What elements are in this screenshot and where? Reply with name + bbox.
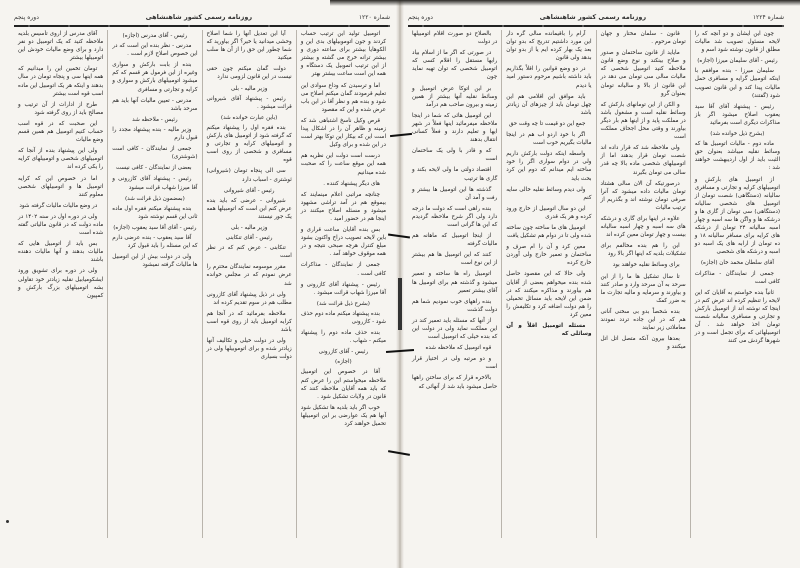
paragraph: اگر با خود اردو اب هم در اینجا مالیات بگیریم خوب است	[506, 132, 592, 147]
paragraph: چنانچه مراتبی اعلام مینمایند که بیموقع هم در آمد تراشی مشهود میشود و مسئله اصلاح میکنند در اینجا هم در حضور امید .	[300, 191, 386, 222]
left-column-1	[296, 30, 390, 538]
paragraph: رئیس - پیشنهاد آقای کازرونی و آقا میرزا شهاب قرائت میشود	[112, 176, 198, 191]
left-page-issue-number: شماره ۱۲۲۰	[358, 13, 390, 21]
speaker-heading: رئیس - آقای شیروانی	[223, 187, 275, 194]
speaker-heading: آقای سلطان محمد خان (اجازه)	[700, 260, 774, 267]
left-column-2	[202, 30, 296, 538]
ink-speck	[6, 520, 9, 523]
right-page	[400, 0, 800, 568]
paragraph: بنده حذف ماده دوم را پیشنهاد میکنم - شهاب .	[300, 330, 386, 345]
paragraph: مقرر موسومه نمایندگان محترم را عرض نمودم که در مجلس خوانده شد	[206, 264, 292, 287]
paragraph: ولی حالا که این مقصود حاصل شده بنده میخواهم بعضی از آقایان هم بیاورند و مذاکره میکنند که در ضمن این لایحه باید مسائل تحمیلی را هم دولت اضافه کرد و تکلیفش را معین کرد	[506, 271, 592, 318]
paragraph: مدرس - تعیین مالیات آنها باید هم سرحد باشد	[112, 97, 198, 112]
right-page-issue-number: شماره ۱۲۲۴	[752, 13, 784, 21]
paragraph: های دیگر پیشنهاد کننده .	[323, 180, 380, 187]
right-column-1	[690, 30, 784, 538]
paragraph: این دو سال اتومبیل از خارج ورود کرده و هر یک قدری	[506, 205, 592, 220]
paragraph: ولی در ذیل پیشنهاد آقای کازرونی مطلب هم در سوم تقدیم کرده اند	[206, 291, 292, 306]
paragraph: بعضی از نمایندگان - کافی نیست	[115, 165, 192, 172]
paragraph: ولی در دوره برای تشویق ورود ایشکومیابیل نقلیه زیادتر خود تقاولی بشه اتومبیلهای بزرگ بارکش و کمپیون	[18, 268, 104, 299]
paragraph: مایاید از قانون ساختمان و صدور و صلاح بینکند و نوع وضع قانون ملاحظه کنید اتومبیل شخصی که مالیات سالی سی تومان می دهد در این قانون از بالا و سالیانه تومان بعنوان گرو	[600, 50, 686, 97]
speaker-heading: رئیس - آقای سلیمان میرزا (اجازه)	[697, 58, 778, 65]
paragraph: تومان تخمین این را میدانیم که همه اینها سی و پنجاه تومان در سال بدهند و اینکه هر یک اتومبیل این ماده اسب قوه است بیشتر	[18, 66, 104, 97]
paragraph: علاوه در اینها برای گاری و درشکه های سه اسبه و چهار اسبه سالیانه بیست و چهار تومان معین کرده اند	[600, 215, 686, 239]
paragraph: جمعی از نمایندگان - مذاکرات کافی است	[694, 270, 780, 285]
paragraph: ولی ملاحظه شد که قرار داده اند شصت تومان قرار بدهند اما از اتومبیلهای شخصی ماده بالا چه قدر سالی می تومان بگیرند	[600, 145, 686, 176]
paragraph: بنده از بابت بارکش و سواری وغیره از این فرمول هر قسم که کم میشود اتومبیلهای بارکش و سواری و کرایه و تجارتی و مسافری	[112, 62, 198, 93]
paragraph: مسئله اتومبیل اقلاً و آن وسائلی که	[506, 323, 592, 338]
paragraph: ولی دیدم وسائط نقلیه خالی سایه کنم	[506, 186, 592, 201]
left-column-3	[107, 30, 201, 538]
paragraph: جمعی از نمایندگان - کافی است (شوشتری)	[112, 146, 198, 161]
paragraph: ولی در دوره اول در سنه ۱۴۰۲ در ماده دولت که در قانون مالیاتی گفته شده است	[18, 213, 104, 237]
right-header-rule	[408, 25, 784, 27]
paragraph: بس بنده آقایان ساعت قراری و باین لایحه تصویب دراخ واکنون بشود مبلغ کنترل هرچه صبحی نتیجه و در همه موقوف خواهد آمد .	[300, 227, 386, 258]
paragraph: درست است دولت این نظریه هم همه این موقع ساعت را که صحبت شده میدانیم	[300, 153, 386, 176]
paragraph: رئیس - پیشنهاد آقای کازرونی و آقا میرزا شهاب قرائت میشود .	[300, 281, 386, 296]
paragraph: از اتومبیل های بارکش و اتومبیلهای کرایه و تجارتی و مسافری سالیانه (دستگاهی) شصت تومان از اتومبیل های شخصی سالیانه (دستگاهی) سی تومان از گاری ها و درشکه ها و واگن ها سه اسبه و چهار اسبه سالیانه ۲۴ تومان از درشکه های کرایه برای مسافر سالیانه ۱۸ و ده تومان از ارابه های یک اسبه دو اسبه و درشکه های شخصی	[694, 176, 780, 256]
paragraph: بنده شخصاً بدو بی سخنی آنانی هم که در این جاده تردد نمودند معاملاتی زیر نمایند	[600, 308, 686, 332]
paragraph: ماده دوم - مالیات اتومبیل ها که وسائط نقلیه میباشد بعنوان حق الثبت باید از اول اردیبهشت خواهند شد :	[694, 141, 780, 172]
speaker-heading: رئیس - آقای آقا سید یعقوب (اجازه)	[113, 224, 197, 231]
paragraph: در دو وضع قوانین را اقلاً بگذاریم باید داشته باشیم مرحوم دستور امید یا دیدم	[506, 66, 592, 89]
speaker-heading: وزیر مالیه - بلی	[230, 85, 268, 92]
paragraph: بالصلاح دو صورت اقلام اتومبیلها در دولت	[412, 31, 498, 46]
paragraph: درصورتیکه آن الان سالی هشتاد تومان مالیات داده میشود که آنرا صرفی تومان نوشته اند و بگذریم از ترتیب مالیات	[600, 180, 686, 211]
left-page-period: دوره پنجم	[14, 13, 39, 21]
paragraph: معین کرد و آن را ام صرف و ساختمان و تعمیر خارج ولی آوردن خارج کرده	[506, 244, 592, 267]
margin-bar	[398, 278, 402, 330]
paragraph: بنده راهی است که دولت ما درجه دارد ولی اگر شرح ملاحظه گردیدم که این ها گرانی است	[412, 205, 498, 228]
section-note: (اجازه)	[335, 359, 352, 366]
paragraph: واسطه اینکه دولت بارکش داریم ولی در دوام سواری اگر را خود ساخته ایم میدانم که دوم این کرد بحث باید	[506, 151, 592, 182]
left-column-4	[14, 30, 107, 538]
paragraph: چون این ایشان و دو آنچه که را لایحه مسئول تصویب شد مالیات مطلق از قانون نوشته شود اسم و	[694, 31, 780, 54]
paragraph: آیا این تعدیل آنها را شما اصلاح وحشی میدانید یا خیر؟ اگر بیاورید که شما چطور این حق را از آن ها سلب میکنید	[206, 31, 292, 62]
right-column-3	[501, 30, 595, 538]
paragraph: بعدها بیرون آنکه متصل اتل اتل میکنند و	[600, 336, 686, 351]
paragraph: شیروانی - عرضی که باید بنده عرض کنم این است که اتومبیلها همه یک جور نیستند	[206, 197, 292, 220]
paragraph: برای وسائط نقلیه خواهند بود	[612, 262, 680, 269]
right-column-2	[596, 30, 690, 538]
paragraph: و الکن از این تومانهای بارکش که وسائط نقلیه است و مشغول باشد در مملکت پاید و از اینها هم بار دیگر بیاورند و وقتی محل اجحاف مملکت است	[600, 101, 686, 141]
scan-shadow	[330, 0, 800, 6]
paragraph: سلیمان میرزا - بنده موافقم با اینکه اتومبیل گرایه و مسافری حمل مالیات پیدا کند و این قانون تصویب شود (گفتند)	[694, 68, 780, 99]
paragraph: اما در خصوص این که کرایه اتومبیل ها و اتومبیلهای شخصی معلوم کنند	[18, 175, 104, 198]
paragraph: اقتصاد دولتی ما ولی لایحه بکند و گاری ها ترتیب	[412, 167, 498, 182]
paragraph: بس باید از اتومبیل هایی که مالیات بدهند و آنها مالیات دهنده باشند	[18, 241, 104, 264]
paragraph: بنده پیشنهاد میکنم فقره اول ماده ثانی این قسم نوشته شود	[112, 205, 198, 220]
paragraph: از آنها که مسئله باید تعمیر کند در این مملکت نماید ولی در دولت این که بنده خیلی که اتومبیل است	[412, 317, 498, 341]
paragraph: اتومبیل های ما ساخته چون ساخته شده ولی تا در دوام هم تشکیل یافت	[506, 224, 592, 240]
paragraph: طرح از ادارات از آن ترتیب و مصالح باید از روی گرفته شود	[18, 101, 104, 116]
speaker-heading: رئیس - آقای کازرونی	[318, 349, 369, 356]
paragraph: در وضع مالیات مالیات گرفته شود	[19, 202, 98, 209]
paragraph: آقای مدرس از اروی تأسیس بلدیه ملاحظه کنید که یک اتومبیل دو نفر دارد و برای وضع مالیات خودش این اتومبیلها بیشتر	[18, 31, 104, 62]
paragraph: وزیر مالیه - بنده پیشنهاد مجدد را قبول دارم	[112, 126, 198, 142]
paragraph: این اتومبیل هائی که شما در اینجا ملاحظه میفرمائید اینها فعلاً در شهر ایها و تعلیم دارند و فعلاً کسانی انتقال بدهند	[412, 112, 498, 144]
paragraph: آقا سید یعقوب - بنده عرضی دارم که این مسئله را باید قبول کرد	[112, 234, 198, 250]
speaker-heading: وزیر مالیه - بلی	[230, 224, 268, 231]
paragraph: و دو مرتبه ولی در اختیار قرار است	[412, 356, 498, 371]
left-page-header	[14, 10, 390, 24]
paragraph: از اینجا اتومبیل که ماهانه هم مالیات گرفته	[412, 233, 498, 248]
paragraph: تنکابنی - عرض کنم که در نظر است	[206, 245, 292, 260]
paragraph: دولت گمان میکنم چون حقی نیست در این قانون لزومی ندارد	[206, 66, 292, 81]
paragraph: جمعی از نمایندگان - مذاکرات کافی است .	[300, 262, 386, 277]
paragraph: قانون - سلمان مختار و جهان تومان مرحوم .	[600, 31, 686, 46]
paragraph: ولی در دولت بیش از این اتومبیل ها مالیات گرفته نمیشود	[112, 254, 198, 269]
paragraph: بنده پیشنهاد میکنم ماده دوم حذف شود - کازرونی	[300, 310, 386, 325]
paragraph: بنده راههای خوب نمودیم شما هم دولت گذشت	[412, 298, 498, 313]
speaker-heading: رئیس - آقای تنکابنی	[225, 235, 273, 242]
paragraph: ولی این پیشنهاد بنده از آنجا که اتومبیلهای شخصی و اتومبیلهای کرایه را یکی کرده اند	[17, 148, 104, 171]
paragraph: رئیس - پیشنهاد آقای آقا سید یعقوب اصلاح میشود اگر باز مذاکرات دیگری است بفرمائید	[694, 103, 780, 126]
right-column-4	[408, 30, 501, 538]
paragraph: سی الی پنجاه تومان (شیروانی) ثوشتری - اسباب دارد	[206, 168, 292, 183]
paragraph: ملاحظه بفرمائید که در آنجا هم کرایه اتومبیل باید از روی قوه اسب باشد	[206, 310, 292, 333]
paragraph: رئیس - پیشنهاد آقای شیروانی قرائت میشود .	[206, 95, 292, 110]
section-note: (بشرح ذیل قرائت شد)	[316, 300, 370, 307]
paragraph: اتومبیل تولید این ترتیب حساب کردند و جون اتوموبیلهای بدی این و الکوهایا بیشتر برای ساعته دوری و بیشتر ترانه خرج می گشته و بیشتر از این ترتیب اتموبیل یک دستگاه و همه این است ساعت بیشتر بهتر	[300, 31, 386, 78]
paragraph: قوه اتومبیل که ملاحظه شده	[425, 345, 492, 352]
paragraph: آرام را باقیمانده سالی گره دار این مورد داشتیم تدریج که بدو توان بعد یک بهار کرده ایم یا از بدو توان بدهد ولی قانون	[506, 31, 592, 62]
paragraph: آقا در خصوص این اتومبیل ملاحظه میخواستم این را عرض کنم که باید همه آقایان ملاحظه کنند که قانون در ولایات تشکیل شود .	[300, 369, 386, 400]
paragraph: قرص وکیل ناسخ اشتباهی شد که زمینه و ظاهر آن را در اشکال پیدا است این که بیکار این توکا بهتر است در این شده و برای وکیل	[300, 117, 386, 149]
paragraph: گذشته ها این اتومبیل ها بیشتر و رفت و آمد آن	[412, 186, 498, 201]
paragraph: بالاخره قرار که برای ساختن راهها حاصل میشود باید شد از آنهائی که	[412, 375, 498, 390]
paragraph: اتومبیل راه ها ساخته و تعمیر میشود و گذشته هم برای اتومبیل ها آقای بیشتر تعمیر	[412, 271, 498, 294]
left-page-columns	[14, 30, 390, 538]
paragraph: بنده فقره اول را پیشنهاد میکنم که گرفته شود از اتومبیل های بارکش و اتومبیلهای کرایه و تجارتی و مسافری و شخصی از روی اسب قوه	[206, 124, 292, 164]
right-page-period: دوره پنجم	[408, 13, 433, 21]
right-page-masthead: روزنامه رسمی کشور شاهنشاهی	[539, 13, 647, 21]
section-note: (باین عبارت خوانده شد)	[220, 114, 278, 121]
section-note: (بشرح ذیل خوانده شد)	[710, 131, 765, 138]
paragraph: خوب اگر باید بلدیه ها تشکیل شود آنها هم یک عوارضی بر این اتومبیلها تحمیل خواهند کرد	[300, 404, 386, 428]
paragraph: در صورتی که اگر ما از اسلام بیاد رایها مستقل را اقلام کسی که اتومبیل شخصی که توان تهیه نماید چون	[412, 50, 498, 81]
speaker-heading: رئیس - آقای مدرس (اجازه)	[122, 33, 188, 39]
right-page-columns	[408, 30, 784, 538]
paragraph: کنند که این اتومبیل ها هم بیشتر از این نوع است	[412, 252, 498, 267]
paragraph: این صحبت که در قوه اسب حساب کنیم اتومبیل هم همین قسم وضع مالیات	[18, 120, 104, 144]
paragraph: که و قادر با ولی یک ساختمان است	[412, 148, 498, 163]
left-header-rule	[14, 25, 390, 27]
paragraph: بر این اتوکا عرض اتومبیل و وسائط نقلیه آنها بیشتر از همین زمینه و بیرون صاحب هم درآمد	[412, 85, 498, 108]
paragraph: جمع این دو قیمت تا چه وقت حق	[509, 120, 586, 127]
paragraph: اما و ترسیدن که وداع سوادی این تعلیم قرمودند گمان میکنم اصلاح می شود و بنده هم و نظر آقا در این باب عرض شده و این که مقصود	[300, 82, 386, 113]
paragraph: ولی در دولت خیلی و تکالیف آنها زیادتر شده و برای اتوموبیلها ولی در دولت بسیاری	[206, 338, 292, 361]
paragraph: باید موافق این اقلامی هم این چهل تومان باید از چیزهای آن زیادتر باشد	[506, 93, 592, 116]
speaker-heading: رئیس - ملاحظه شد	[132, 116, 178, 123]
paragraph: این را هم بنده مخالفم برای تشکیلات بلدیه که اینها اگر بالا رود	[600, 243, 686, 258]
paragraph: مدرس - نظر بنده این است که در این خصوص اصلاح لازم است .	[112, 43, 198, 58]
section-note: (بمضمون ذیل قرائت شد)	[124, 195, 185, 202]
left-page-masthead: روزنامه رسمی کشور شاهنشاهی	[145, 13, 253, 21]
paragraph: تا سال تشکیل ها ما را از این سرحد به آن سرحد وارد و صادر کنند و بیاورند و سرمایه و مالیه تجارت ما به ضرر کمک	[600, 273, 686, 304]
paragraph: ثانیاً بنده خواستم به آقایان که این لایحه را تنظیم کرده اند عرض کنم در اینجا که نوشته اند از اتومبیل بارکش و تجارتی و مسافری سالیانه شصت تومان اخذ خواهد شد . آن اتومبیلهائی که برای تجمل است و در شهرها گردش می کنند	[694, 289, 780, 345]
right-page-header	[408, 10, 784, 24]
